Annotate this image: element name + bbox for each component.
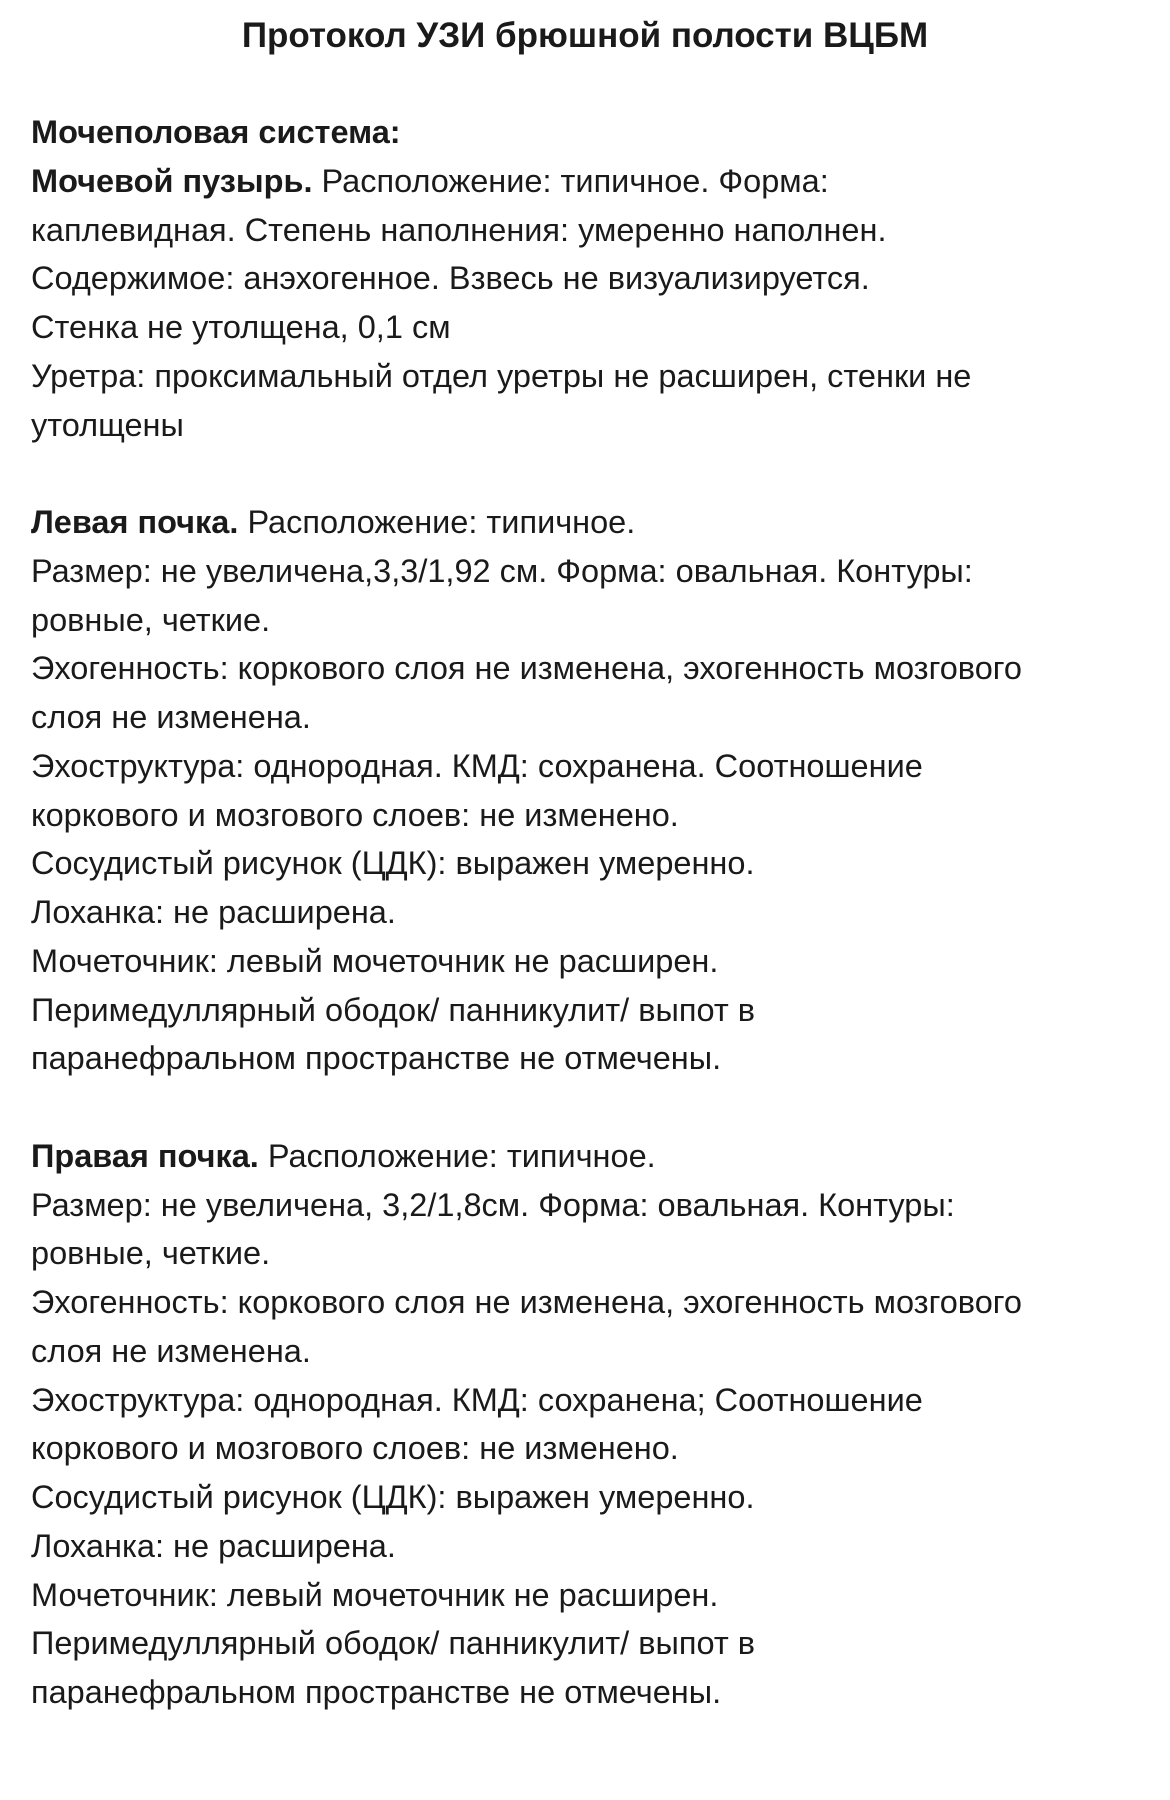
left-kidney-line-4: Эхогенность: коркового слоя не изменена, эхогенность мозгового bbox=[31, 650, 1022, 687]
section-left-kidney bbox=[31, 498, 1151, 1083]
section-spacer bbox=[31, 1083, 1151, 1132]
document-body bbox=[31, 108, 1151, 1717]
bladder-line-2: каплевидная. Степень наполнения: умеренно наполнен. bbox=[31, 211, 887, 248]
right-kidney-line-9: Лоханка: не расширена. bbox=[31, 1527, 396, 1564]
right-kidney-text-1: Расположение: типичное. bbox=[258, 1137, 656, 1174]
right-kidney-line-8: Сосудистый рисунок (ЦДК): выражен умеренно. bbox=[31, 1479, 755, 1515]
left-kidney-line-7: коркового и мозгового слоев: не изменено. bbox=[31, 796, 679, 833]
document-title: Протокол УЗИ брюшной полости ВЦБМ bbox=[241, 16, 929, 55]
left-kidney-line-2: Размер: не увеличена,3,3/1,92 см. Форма: овальная. Контуры: bbox=[31, 552, 973, 589]
left-kidney-line-11: Перимедуллярный ободок/ панникулит/ выпот в bbox=[31, 991, 755, 1028]
bladder-line-3: Содержимое: анэхогенное. Взвесь не визуализируется. bbox=[31, 260, 870, 297]
urethra-line-2: утолщены bbox=[31, 406, 184, 443]
bladder-line-4: Стенка не утолщена, 0,1 см bbox=[31, 309, 451, 345]
right-kidney-line-3: ровные, четкие. bbox=[31, 1235, 271, 1272]
right-kidney-line-12: паранефральном пространстве не отмечены. bbox=[31, 1674, 722, 1710]
right-kidney-line-4: Эхогенность: коркового слоя не изменена, эхогенность мозгового bbox=[31, 1284, 1022, 1320]
section-spacer bbox=[31, 449, 1151, 498]
left-kidney-line-10: Мочеточник: левый мочеточник не расширен. bbox=[31, 942, 719, 979]
left-kidney-line-8: Сосудистый рисунок (ЦДК): выражен умеренно. bbox=[31, 845, 755, 882]
right-kidney-line-7: коркового и мозгового слоев: не изменено. bbox=[31, 1430, 679, 1467]
left-kidney-text-1: Расположение: типичное. bbox=[238, 504, 636, 540]
right-kidney-line-10: Мочеточник: левый мочеточник не расширен. bbox=[31, 1576, 719, 1613]
left-kidney-line-5: слоя не изменена. bbox=[31, 699, 311, 735]
section-urinary-system bbox=[31, 108, 1151, 449]
left-kidney-line-6: Эхоструктура: однородная. КМД: сохранена. Соотношение bbox=[31, 747, 923, 784]
right-kidney-line-6: Эхоструктура: однородная. КМД: сохранена; Соотношение bbox=[31, 1381, 923, 1418]
right-kidney-line-5: слоя не изменена. bbox=[31, 1332, 311, 1369]
right-kidney-line-11: Перимедуллярный ободок/ панникулит/ выпот в bbox=[31, 1625, 755, 1662]
left-kidney-line-3: ровные, четкие. bbox=[31, 601, 271, 638]
urethra-line-1: Уретра: проксимальный отдел уретры не расширен, стенки не bbox=[31, 357, 972, 394]
right-kidney-line-1 bbox=[31, 1132, 1151, 1181]
left-kidney-line-1 bbox=[31, 498, 1151, 547]
section-heading-urinary: Мочеполовая система: bbox=[31, 114, 401, 150]
bladder-label: Мочевой пузырь. bbox=[31, 162, 313, 199]
left-kidney-line-9: Лоханка: не расширена. bbox=[31, 894, 396, 930]
left-kidney-label: Левая почка. bbox=[31, 504, 239, 540]
bladder-line-1 bbox=[31, 157, 1151, 206]
section-right-kidney bbox=[31, 1132, 1151, 1717]
right-kidney-label: Правая почка. bbox=[31, 1137, 259, 1174]
right-kidney-line-2: Размер: не увеличена, 3,2/1,8см. Форма: овальная. Контуры: bbox=[31, 1186, 955, 1223]
left-kidney-line-12: паранефральном пространстве не отмечены. bbox=[31, 1040, 722, 1077]
bladder-text-1: Расположение: типичное. Форма: bbox=[312, 162, 829, 199]
